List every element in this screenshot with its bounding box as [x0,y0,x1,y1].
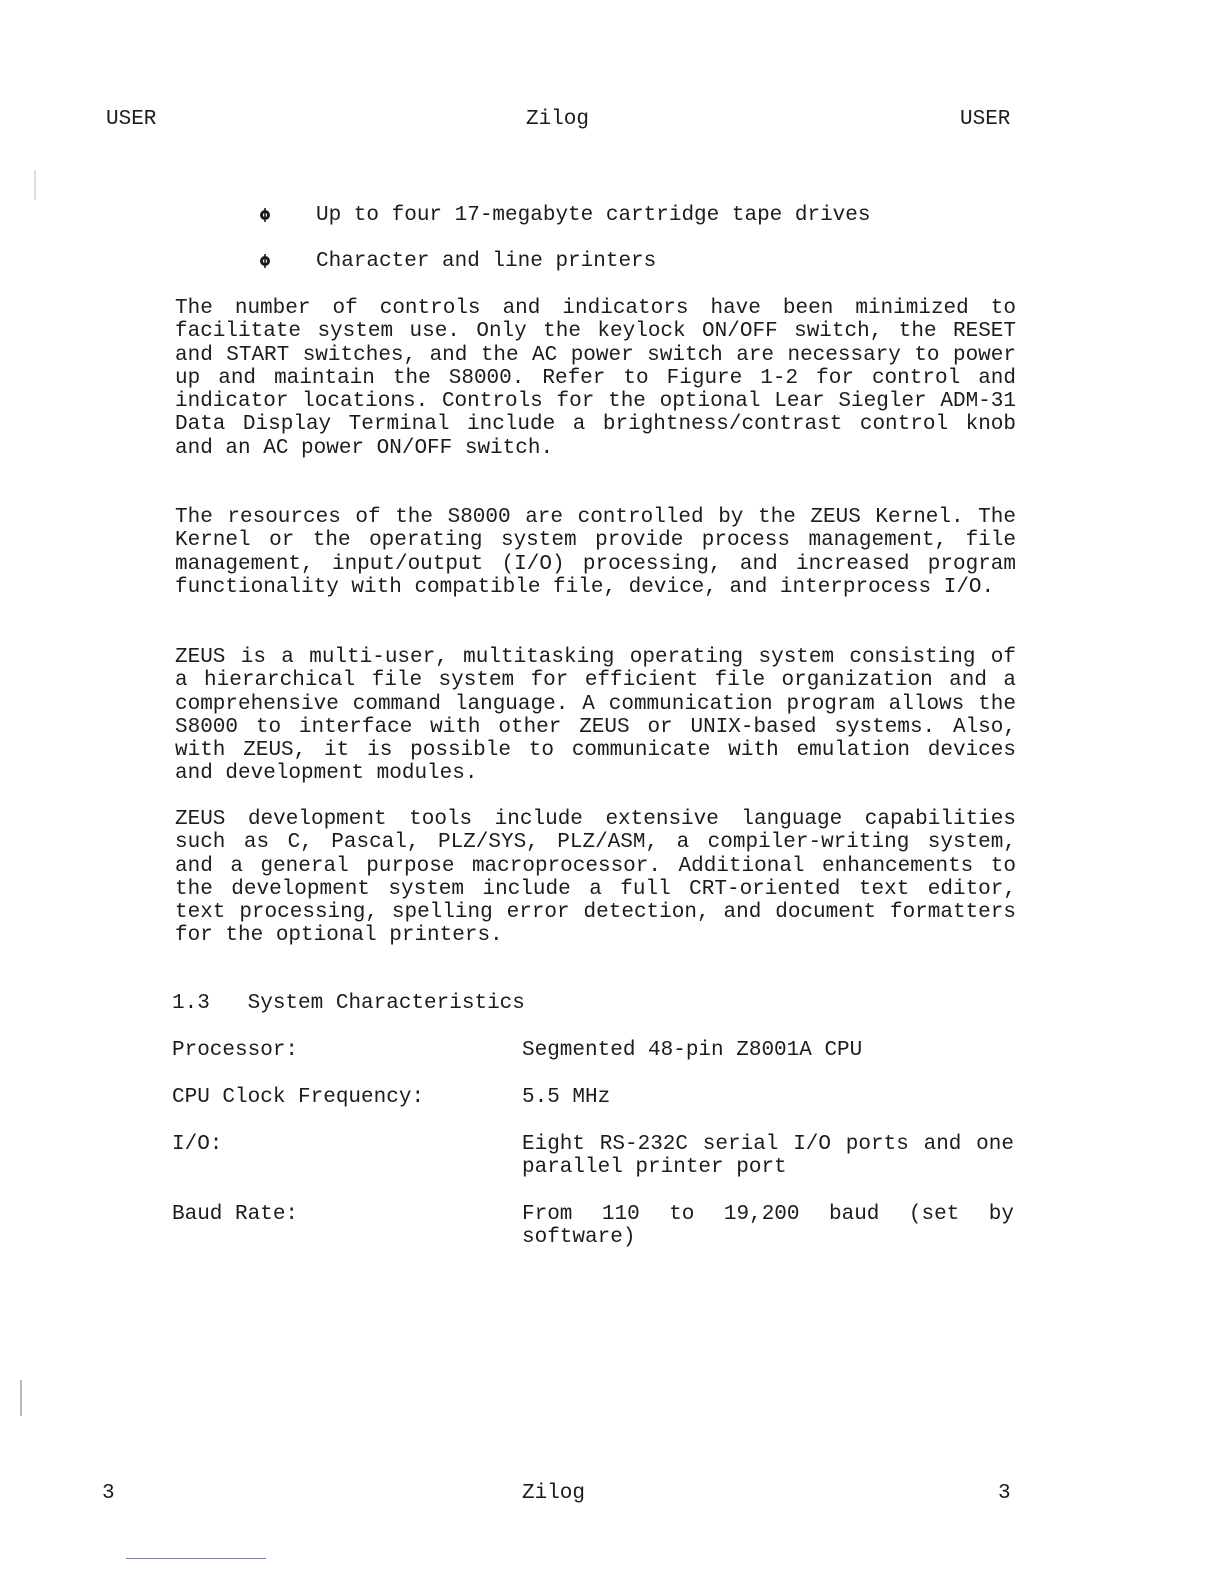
paragraph-resources: The resources of the S8000 are controlled by the ZEUS Kernel. The Kernel or the operating system provide process management, file management, input/output (I/O) processing, and increased program functionality with compatible file, device, and interprocess I/O. [175,506,1016,599]
scan-speck [20,1380,22,1416]
header-center-label: Zilog [526,108,590,131]
spec-label: Baud Rate: [172,1203,299,1226]
footer-left-page-number: 3 [102,1482,115,1505]
bullet-icon [258,208,272,222]
bullet-text: Character and line printers [316,250,657,273]
spec-label: Processor: [172,1039,299,1062]
footer-rule [126,1558,266,1559]
header-right-label: USER [960,108,1011,131]
spec-value: 5.5 MHz [522,1086,611,1109]
footer-right-page-number: 3 [998,1482,1011,1505]
spec-value: Segmented 48-pin Z8001A CPU [522,1039,863,1062]
section-title: System Characteristics [247,992,525,1015]
spec-label: CPU Clock Frequency: [172,1086,425,1109]
footer-center-label: Zilog [522,1482,586,1505]
header-left-label: USER [106,108,157,131]
section-heading [172,992,525,1015]
paragraph-controls: The number of controls and indicators have been minimized to facilitate system use. Only the keylock ON/OFF switch, the RESET and START switches, and the AC power switch are necessary to power up and maintain the S8000. Refer to Figure 1-2 for control and indicator locations. Controls for the optional Lear Siegler ADM-31 Data Display Terminal include a brightness/contrast control knob and an AC power ON/OFF switch. [175,297,1016,460]
bullet-icon [258,254,272,268]
spec-value: From 110 to 19,200 baud (set by software) [522,1203,1014,1250]
spec-label: I/O: [172,1133,223,1156]
paragraph-dev-tools: ZEUS development tools include extensive language capabilities such as C, Pascal, PLZ/SYS, PLZ/ASM, a compiler-writing system, and a general purpose macroprocessor. Additional enhancements to the development system include a full CRT-oriented text editor, text processing, spelling error detection, and document formatters for the optional printers. [175,808,1016,948]
section-number: 1.3 [172,992,210,1015]
spec-value: Eight RS-232C serial I/O ports and one parallel printer port [522,1133,1014,1180]
scan-speck [34,170,36,200]
bullet-text: Up to four 17-megabyte cartridge tape drives [316,204,871,227]
paragraph-zeus: ZEUS is a multi-user, multitasking operating system consisting of a hierarchical file system for efficient file organization and a comprehensive command language. A communication program allows the S8000 to interface with other ZEUS or UNIX-based systems. Also, with ZEUS, it is possible to communicate with emulation devices and development modules. [175,646,1016,786]
